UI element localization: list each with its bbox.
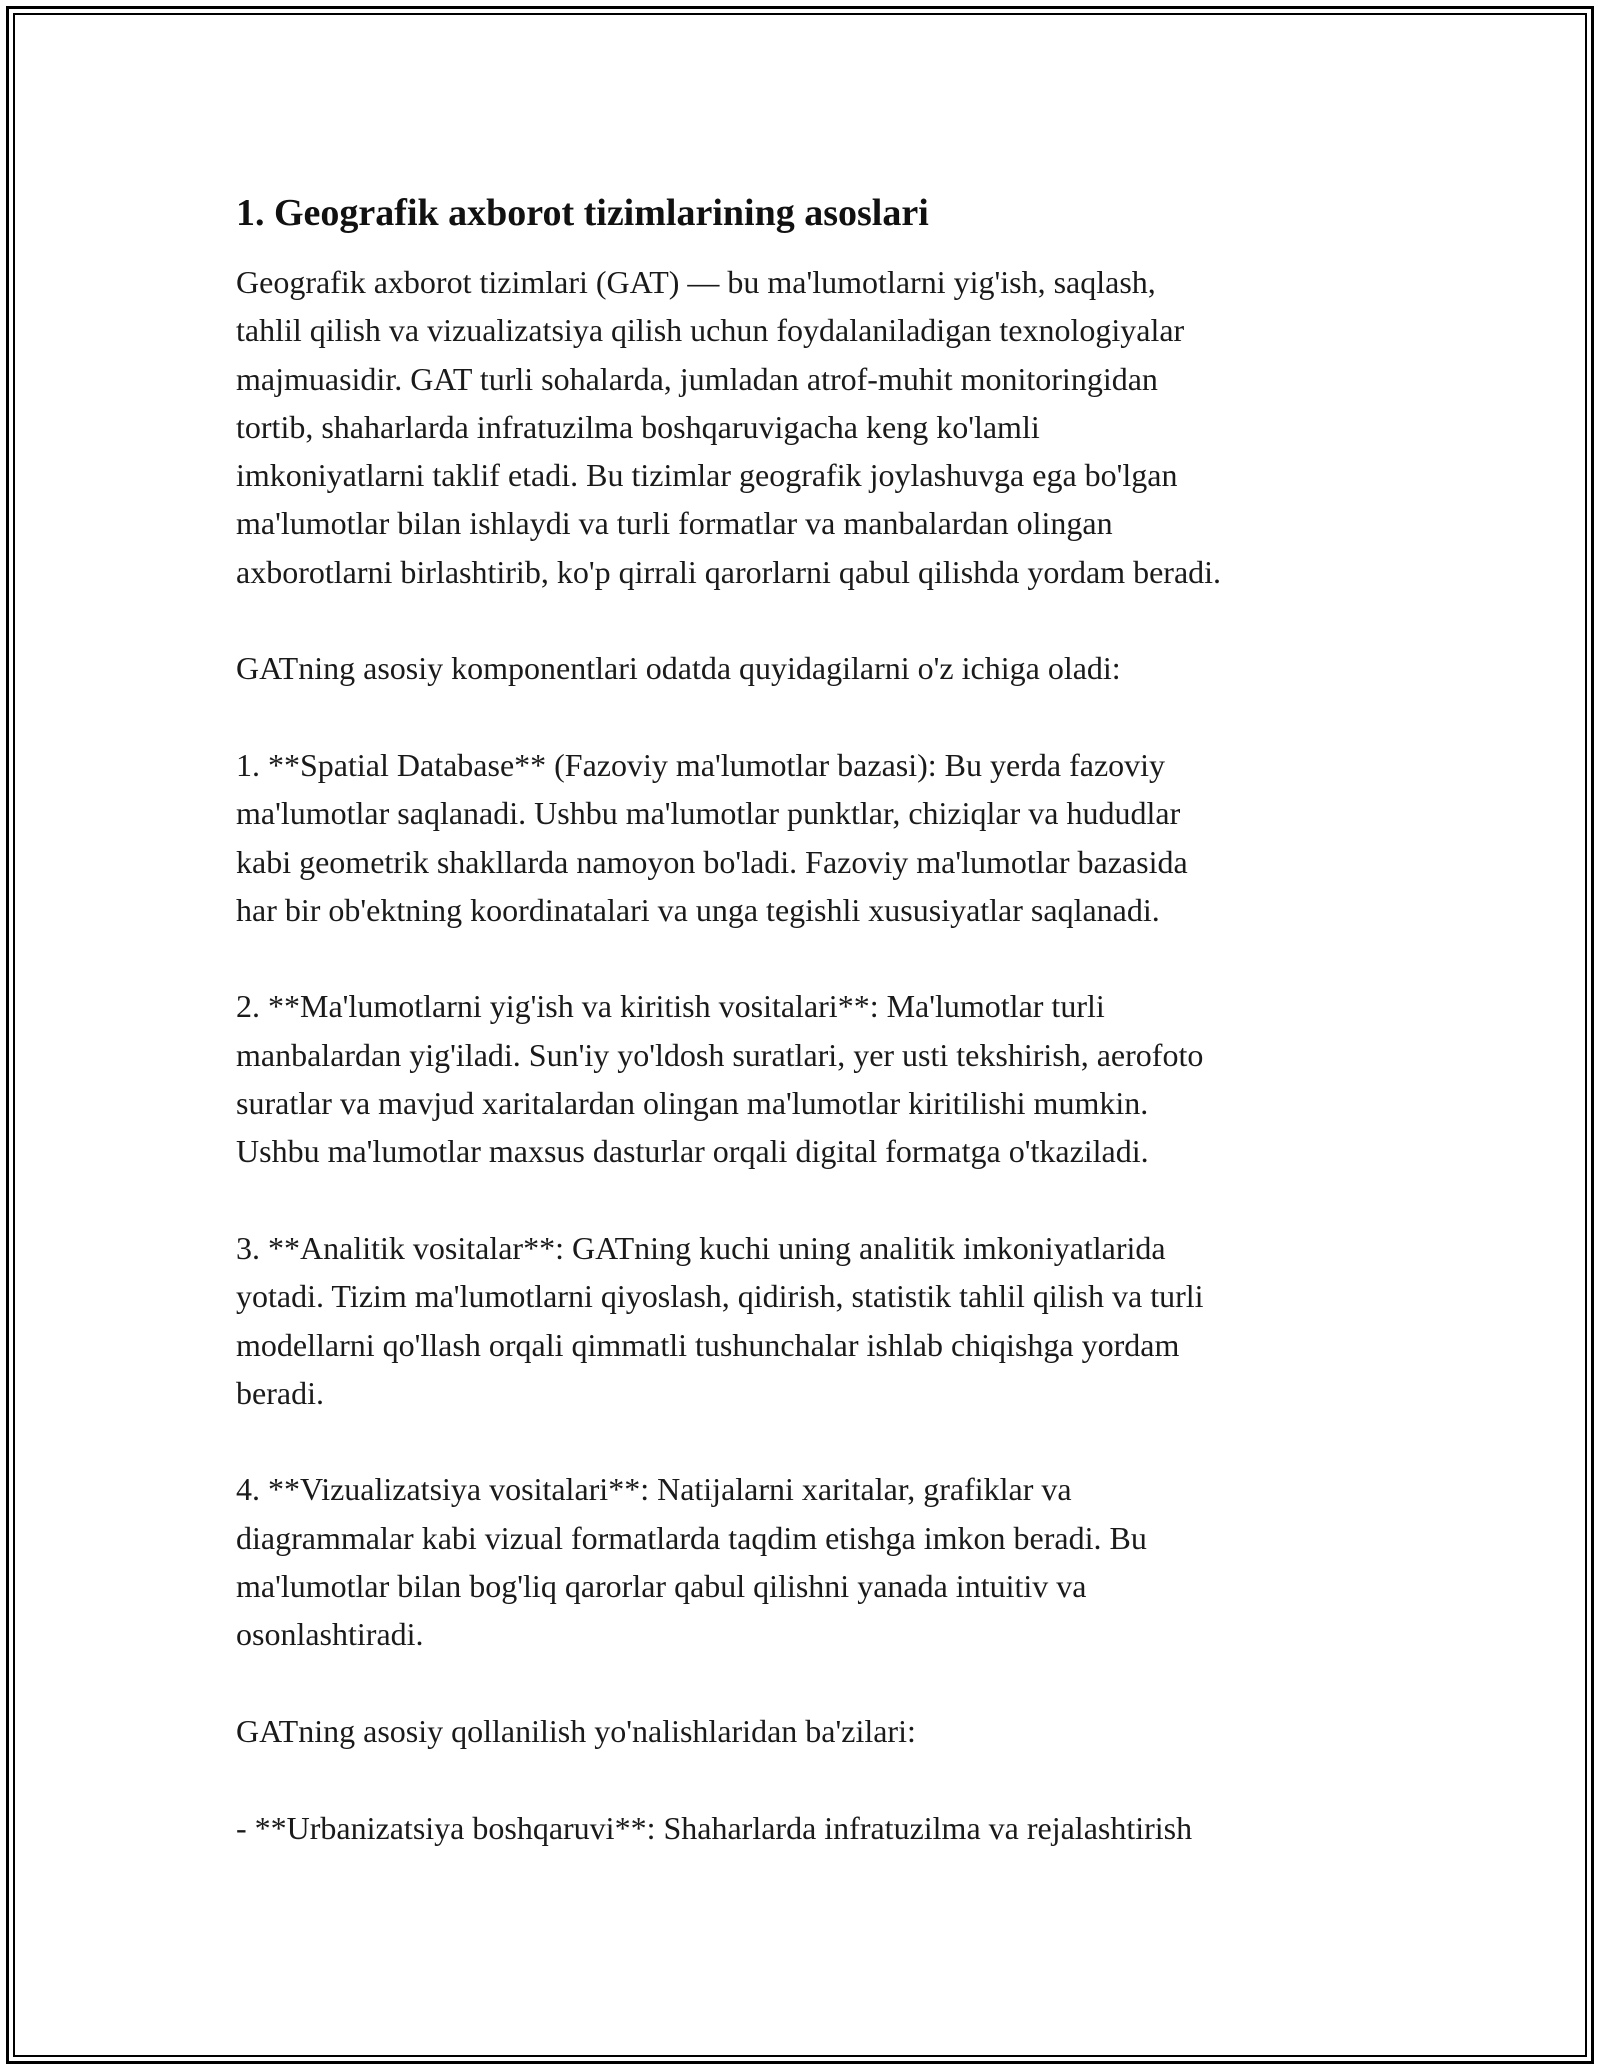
paragraph-gap bbox=[236, 1755, 1386, 1803]
paragraph-gap bbox=[236, 1659, 1386, 1707]
applications-intro-paragraph: GATning asosiy qollanilish yo'nalishlaridan ba'zilari: bbox=[236, 1712, 916, 1749]
intro-paragraph: Geografik axborot tizimlari (GAT) — bu ma'lumotlarni yig'ish, saqlash, tahlil qilish va vizualizatsiya qilish uchun foydalaniladigan texnologiyalar majmuasidir. GAT turli sohalarda, jumladan atrof-muhit monitoringidan tortib, shaharlarda infratuzilma boshqaruvigacha keng ko'lamli imkoniyatlarni taklif etadi. Bu tizimlar geografik joylashuvga ega bo'lgan ma'lumotlar bilan ishlaydi va turli formatlar va manbalardan olingan axborotlarni birlashtirib, ko'p qirrali qarorlarni qabul qilishda yordam beradi. bbox=[236, 264, 1222, 590]
list-item-visualization-tools: 4. **Vizualizatsiya vositalari**: Natijalarni xaritalar, grafiklar va diagrammalar kabi vizual formatlarda taqdim etishga imkon beradi. Bu ma'lumotlar bilan bog'liq qarorlar qabul qilishni yanada intuitiv va osonlashtiradi. bbox=[236, 1471, 1147, 1653]
document-body bbox=[236, 186, 1386, 1852]
paragraph-gap bbox=[236, 596, 1386, 644]
paragraph-gap bbox=[236, 693, 1386, 741]
paragraph-gap bbox=[236, 1417, 1386, 1465]
paragraph-gap bbox=[236, 934, 1386, 982]
paragraph-gap bbox=[236, 1176, 1386, 1224]
list-item-analytic-tools: 3. **Analitik vositalar**: GATning kuchi uning analitik imkoniyatlarida yotadi. Tizim ma'lumotlarni qiyoslash, qidirish, statistik tahlil qilish va turli modellarni qo'llash orqali qimmatli tushunchalar ishlab chiqishga yordam beradi. bbox=[236, 1229, 1204, 1411]
bullet-item-urbanization: - **Urbanizatsiya boshqaruvi**: Shaharlarda infratuzilma va rejalashtirish bbox=[236, 1809, 1193, 1846]
section-heading: 1. Geografik axborot tizimlarining asoslari bbox=[236, 192, 929, 234]
list-item-data-collection: 2. **Ma'lumotlarni yig'ish va kiritish vositalari**: Ma'lumotlar turli manbalardan yig'iladi. Sun'iy yo'ldosh suratlari, yer usti tekshirish, aerofoto suratlar va mavjud xaritalardan olingan ma'lumotlar kiritilishi mumkin. Ushbu ma'lumotlar maxsus dasturlar orqali digital formatga o'tkaziladi. bbox=[236, 988, 1204, 1170]
list-item-spatial-database: 1. **Spatial Database** (Fazoviy ma'lumotlar bazasi): Bu yerda fazoviy ma'lumotlar saqlanadi. Ushbu ma'lumotlar punktlar, chiziqlar va hududlar kabi geometrik shakllarda namoyon bo'ladi. Fazoviy ma'lumotlar bazasida har bir ob'ektning koordinatalari va unga tegishli xususiyatlar saqlanadi. bbox=[236, 746, 1188, 928]
components-intro-paragraph: GATning asosiy komponentlari odatda quyidagilarni o'z ichiga oladi: bbox=[236, 650, 1121, 687]
